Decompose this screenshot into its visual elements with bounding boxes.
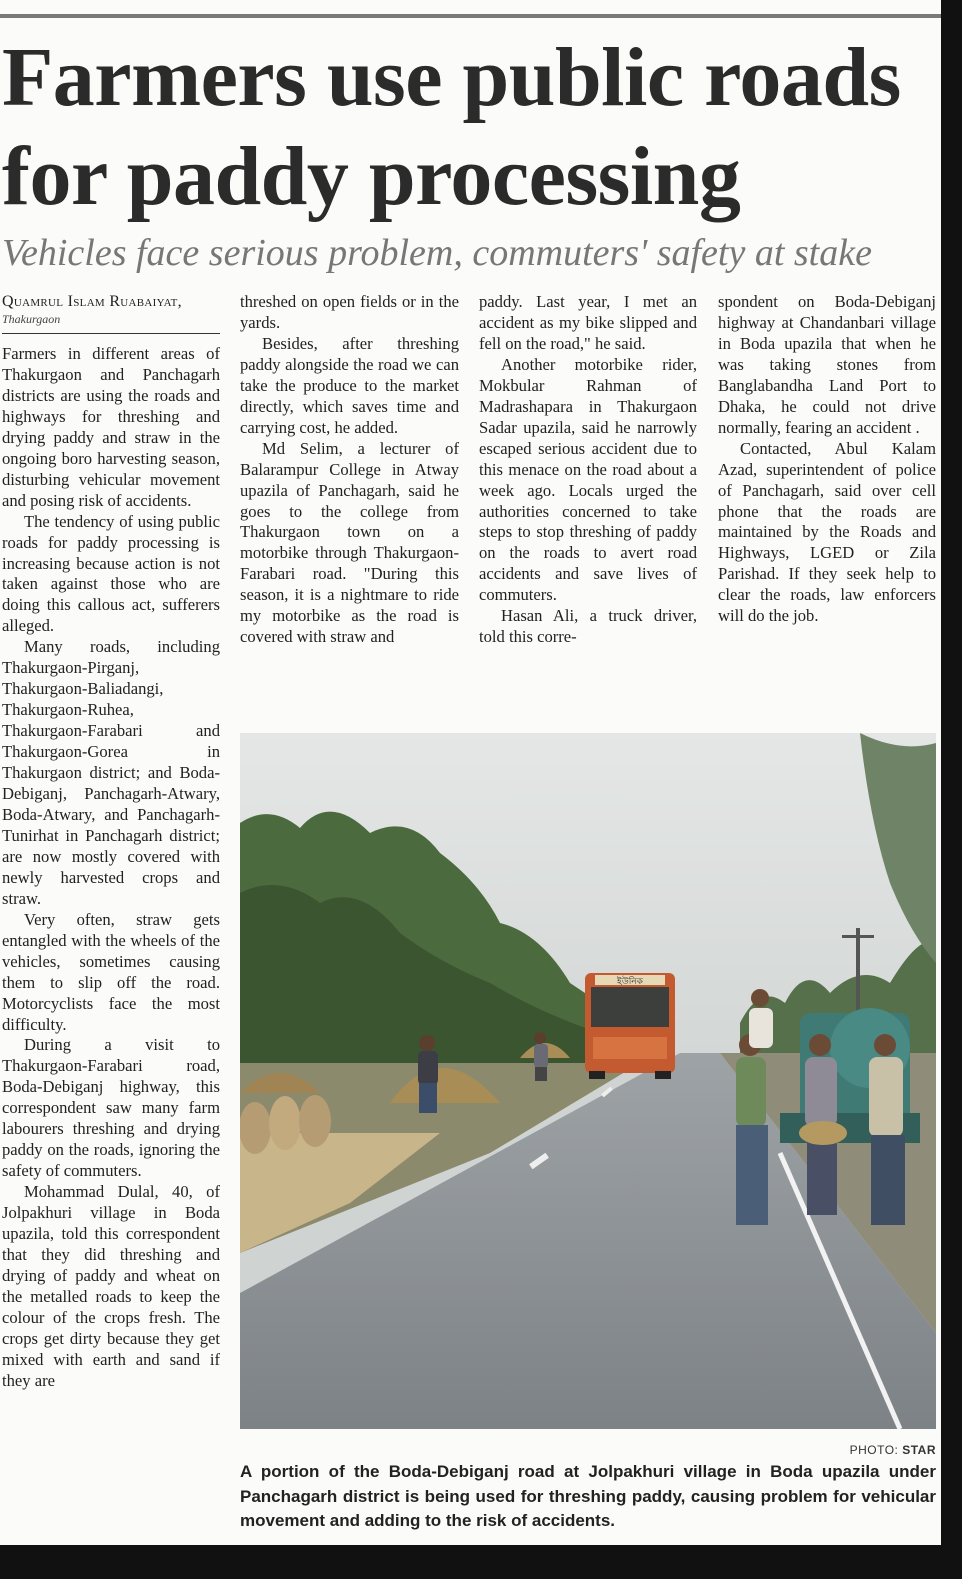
headline: Farmers use public roads for paddy processing [2,31,901,223]
byline-name: Quamrul Islam Ruabaiyat, [2,293,182,310]
byline-rule [2,333,220,334]
paragraph: Many roads, including Thakurgaon-Pirganj, Thakurgaon-Baliadangi, Thakurgaon-Ruhea, Thakurgaon-Farabari and Thakurgaon-Gorea in Thakurgaon district; and Boda-Debiganj, Panchagarh-Atwary, Boda-Atwary, and Panchagarh-Tunirhat in Panchagarh district; are now mostly covered with newly harvested crops and straw. [2,637,220,908]
byline-place: Thakurgaon [2,312,61,326]
paragraph: Besides, after threshing paddy alongside the road we can take the produce to the market directly, which saves time and carrying cost, he added. [240,333,459,437]
worker [736,1034,768,1225]
sack [299,1095,331,1147]
scan-border [941,0,962,1579]
column-4 [718,292,936,627]
paragraph: The tendency of using public roads for paddy processing is increasing because action is not taken against those who are doing this callous act, sufferers alleged. [2,511,220,636]
paragraph: spondent on Boda-Debiganj highway at Chandanbari village in Boda upazila that when he was taking stones from Banglabandha Land Port to Dhaka, he could not drive normally, fearing an accident . [718,292,936,437]
top-rule [0,14,941,18]
paragraph: threshed on open fields or in the yards. [240,292,459,332]
paragraph: Farmers in different areas of Thakurgaon and Panchagarh districts are using the roads and highways for threshing and drying paddy and straw in the ongoing boro harvesting season, disturbing vehicular movement and posing risk of accidents. [2,344,220,510]
photo-credit-source: STAR [902,1443,936,1457]
column-2 [240,292,459,648]
paragraph: Contacted, Abul Kalam Azad, superintendent of police of Panchagarh, said over cell phone that the roads are maintained by the Roads and Highways, LGED or Zila Parishad. If they seek help to clear the roads, law enforcers will do the job. [718,438,936,626]
sack [240,1102,271,1154]
paragraph: Very often, straw gets entangled with the wheels of the vehicles, sometimes causing them to slip off the road. Motorcyclists face the most difficulty. [2,909,220,1034]
paragraph: During a visit to Thakurgaon-Farabari road, Boda-Debiganj highway, this correspondent saw many farm labourers threshing and drying paddy on the roads, ignoring the safety of commuters. [2,1035,220,1181]
photo-credit [240,1443,936,1457]
news-photo [240,733,936,1429]
worker [869,1034,905,1225]
photo-credit-label: PHOTO: [849,1443,899,1457]
sack [269,1096,301,1150]
paragraph: Md Selim, a lecturer of Balarampur College in Atway upazila of Panchagarh, said he goes to the college from Thakurgaon town on a motorbike through Thakurgaon-Farabari road. "During this season, it is a nightmare to ride my motorbike as the road is covered with straw and [240,438,459,647]
paragraph: paddy. Last year, I met an accident as my bike slipped and fell on the road," he said. [479,292,697,353]
photo-caption: A portion of the Boda-Debiganj road at Jolpakhuri village in Boda upazila under Panchagarh district is being used for threshing paddy, causing problem for vehicular movement and adding to the risk of accidents. [240,1462,936,1530]
paragraph: Another motorbike rider, Mokbular Rahman of Madrashapara in Thakurgaon Sadar upazila, said he narrowly escaped serious accident due to this menace on the road about a week ago. Locals urged the authorities concerned to take steps to stop threshing of paddy on the roads to avert road accidents and save lives of commuters. [479,354,697,605]
bus-sign: ইউনিক [617,977,643,987]
subheadline: Vehicles face serious problem, commuters' safety at stake [2,232,872,274]
paragraph: Hasan Ali, a truck driver, told this corre- [479,606,697,647]
column-3 [479,292,697,648]
column-1 [2,292,220,1392]
bus [585,973,675,1079]
pole-crossbar [842,935,874,938]
paragraph: Mohammad Dulal, 40, of Jolpakhuri village in Boda upazila, told this correspondent that they did threshing and drying of paddy and wheat on the metalled roads to keep the colour of the crops fresh. The crops get dirty because they get mixed with earth and sand if they are [2,1182,220,1390]
